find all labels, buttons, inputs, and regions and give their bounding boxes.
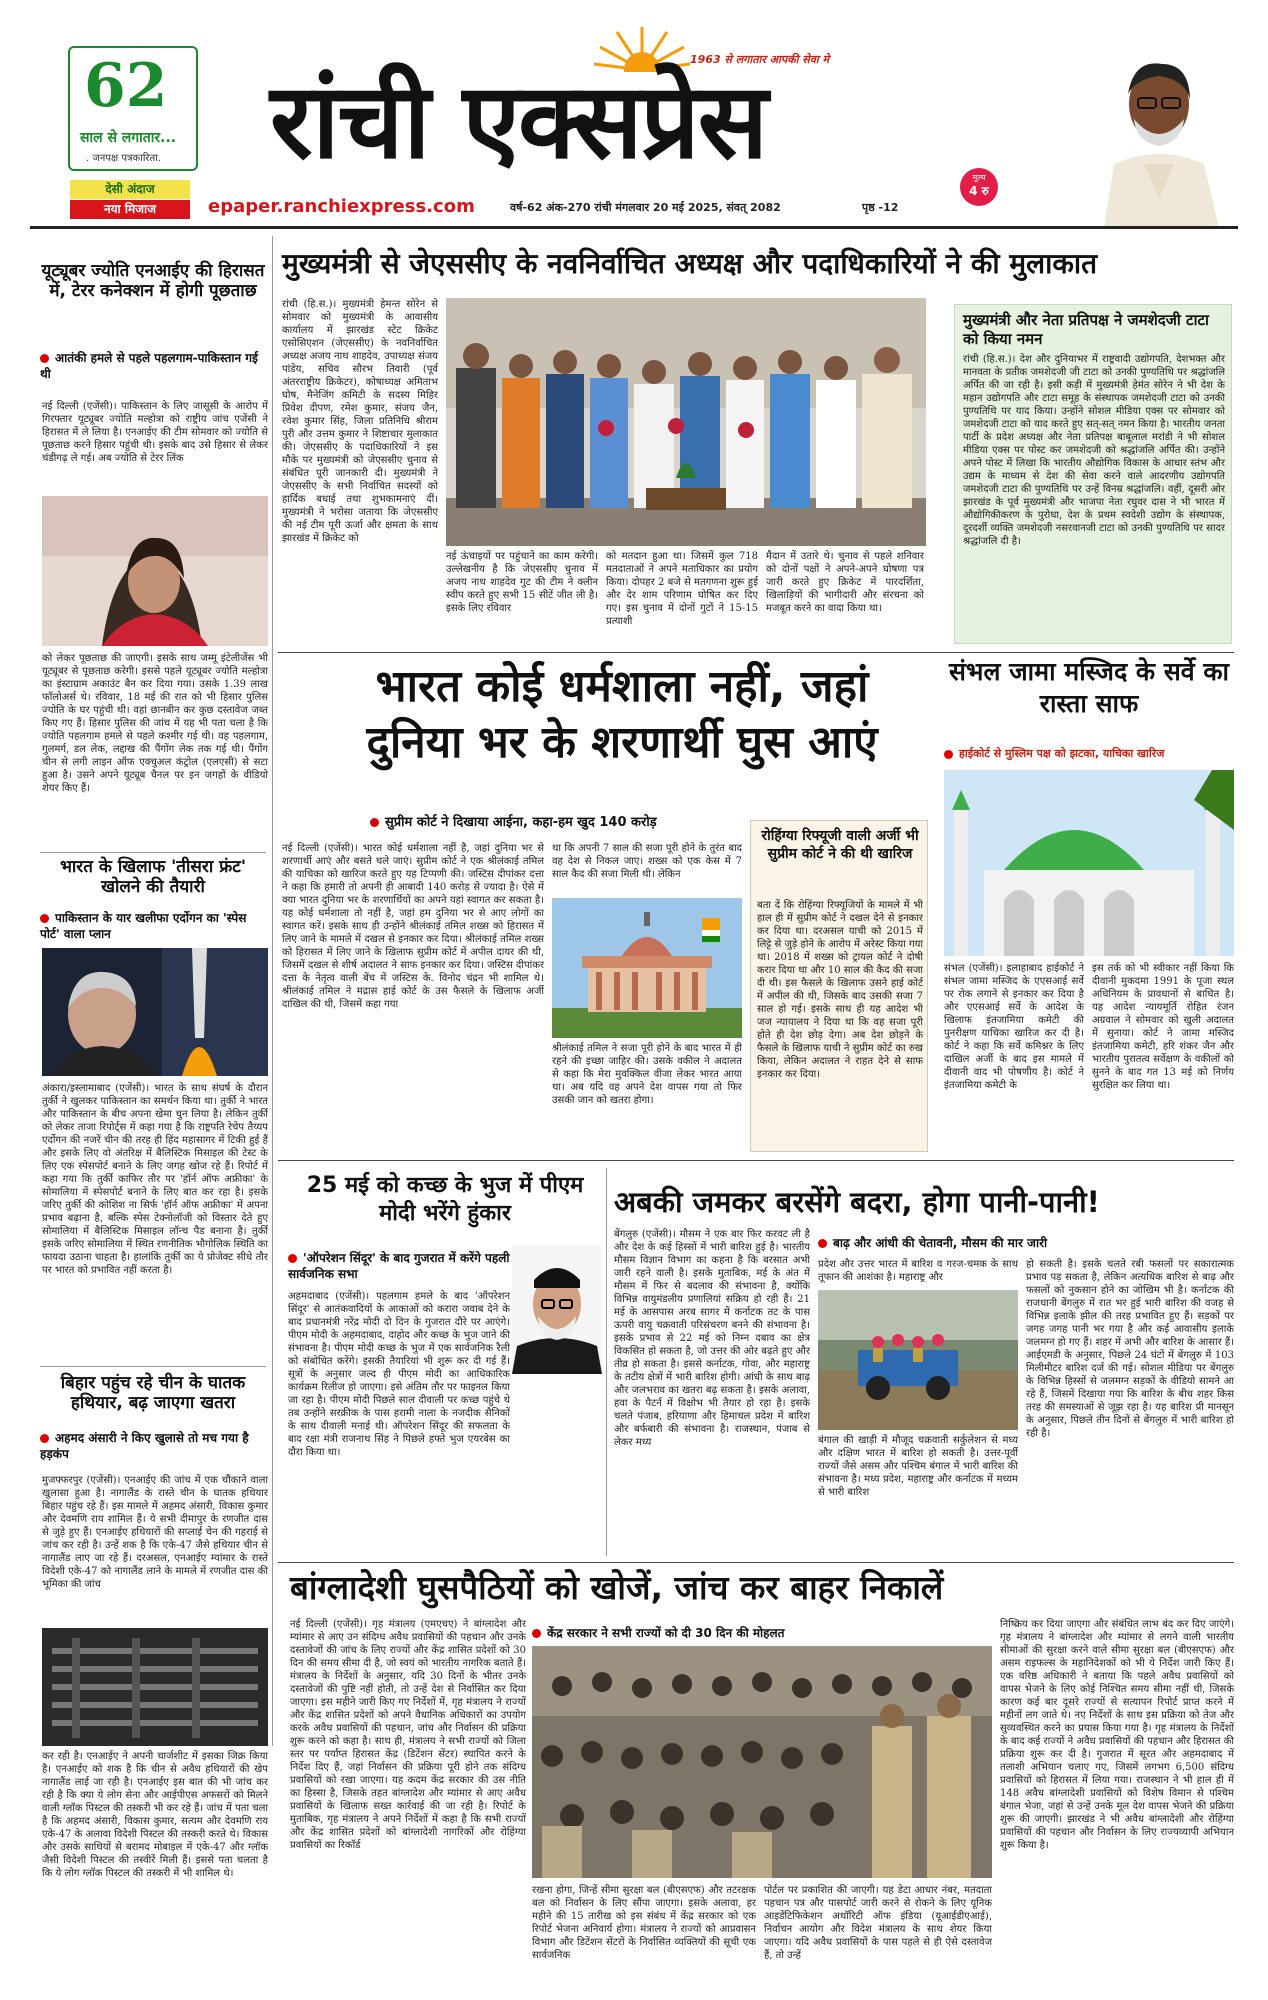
left-story1-headline: यूट्यूबर ज्योति एनआईए की हिरासत में, टेरर कनेक्शन में होगी पूछताछ <box>41 261 265 301</box>
left-story2-subhead-text: पाकिस्तान के यार खलीफा एर्दोगन का 'स्पेस पोर्ट' वाला प्लान <box>40 911 247 941</box>
divider <box>278 652 1234 653</box>
weather-headline: अबकी जमकर बरसेंगे बदरा, होगा पानी-पानी! <box>614 1185 1100 1219</box>
page-count: पृष्ठ -12 <box>862 201 899 214</box>
bangladesh-subhead <box>532 1624 992 1641</box>
top-story-body-bottom1: नई ऊंचाइयों पर पहुंचाने का काम करेगी। उल्लेखनीय है कि जेएससीए चुनाव में अजय नाथ शाहदेव गुट की टीम ने क्लीन स्वीप करते हुए सभी 15 सीटें जीत ली है। इसके लिए रविवार <box>446 551 598 614</box>
tagline: 1963 से लगातार आपकी सेवा मे <box>690 53 830 66</box>
supreme-court-photo <box>552 898 742 1038</box>
right-top-box <box>954 304 1232 644</box>
bangladesh-body2: रखना होगा, जिन्हें सीमा सुरक्षा बल (बीएसएफ) और तटरक्षक बल को निर्वासन के लिए सौंपा जाएगा। इसके अलावा, हर महीने की 15 तारीख को इस संबंध में केंद्र सरकार को एक रिपोर्ट भेजना अनिवार्य होगा। मंत्रालय ने राज्यों को आप्रवासन विभाग और डिटेंशन सेंटरों के निर्वासित व्यक्तियों की सूची एक सार्वजनिक <box>532 1885 756 1961</box>
modi-body: अहमदाबाद (एजेंसी)। पहलगाम हमले के बाद 'ऑपरेशन सिंदूर' से आतंकवादियों के आकाओं को करारा जवाब देने के बाद प्रधानमंत्री नरेंद्र मोदी दो दिन के गुजरात दौरे पर आएंगे। पीएम मोदी के अहमदाबाद, दाहोद और कच्छ के भुज जाने की संभावना है। पीएम मोदी कच्छ के भुज में एक सार्वजनिक रैली को संबोधित करेंगे। इसकी तैयारियां भी शुरू कर दी गई हैं। सूत्रों के अनुसार जल्द ही पीएम मोदी का आधिकारिक कार्यक्रम रिलीज हो जाएगा। इसे अंतिम तौर पर फाइनल किया जा रहा है। पीएम मोदी पिछले साल दीवाली पर कच्छ पहुंचे थे तब उन्होंने सरक्रीक के पास हरामी नाला के नजदीक सैनिकों के साथ दीवाली मनाई थी। ऑपरेशन सिंदूर की सफलता के बाद रक्षा मंत्री राजनाथ सिंह ने पिछले हफ्ते भुज एयरबेस का दौरा किया था। <box>288 1291 510 1458</box>
modi-photo <box>512 1246 602 1374</box>
rohingya-body: बता दें कि रोहिंग्या रिफ्यूजियों के मामले में भी हाल ही में सुप्रीम कोर्ट ने दखल देने से इनकार कर दिया था। दरअसल याची को 2015 में लिट्टे से जुड़े होने के आरोप में अरेस्ट किया गया था। 2018 में शख्स को ट्रायल कोर्ट ने दोषी करार दिया था और 10 साल की कैद की सजा दी थी। इस फैसले के खिलाफ उसने हाई कोर्ट में अपील की थी, जिसके बाद उसकी सजा 7 साल हो गई। इसके साथ ही यह आदेश भी जज न्यायालय ने दिया था कि वह सजा पूरी होते ही देश छोड़ देगा। अब देश छोड़ने के फैसले के खिलाफ याची ने सुप्रीम कोर्ट का रुख किया, लेकिन अदालत ने राहत देने से साफ इनकार कर दिया। <box>757 900 923 1080</box>
left-story1-subhead <box>40 350 266 382</box>
bangladesh-headline: बांग्लादेशी घुसपैठियों को खोजें, जांच कर बाहर निकालें <box>290 1568 944 1607</box>
main-body2-top: था कि अपनी 7 साल की सजा पूरी होने के तुरंत बाद वह देश से निकल जाए। शख्स को एक केस में 7 साल कैद की सजा मिली थी। लेकिन <box>552 843 742 880</box>
main-body1: नई दिल्ली (एजेंसी)। भारत कोई धर्मशाला नहीं है, जहां दुनिया भर से शरणार्थी आएं और बसते चले जाएं। सुप्रीम कोर्ट ने एक श्रीलंकाई तमिल की याचिका को खारिज करते हुए यह टिप्पणी की। जस्टिस दीपांकर दत्ता ने कहा कि हमारी तो अपनी ही आबादी 140 करोड़ से ज्यादा है। ऐसे में क्या भारत दुनिया भर के शरणार्थियों का अपने यहां स्वागत कर सकता है। यह कोई धर्मशाला तो नहीं है, जहां हम दुनिया भर से आए लोगों का स्वागत करें। इसके साथ ही उन्होंने श्रीलंकाई तमिल शख्स को हिरासत में लिए जाने के मामले में दखल से इनकार कर दिया। श्रीलंकाई तमिल शख्स को हिरासत में लिए जाने के खिलाफ सुप्रीम कोर्ट में अपील दायर की थी, जिसमें दखल से शीर्ष अदालत ने साफ इनकार कर दिया। जस्टिस दीपांकर दत्ता के नेतृत्व वाली बेंच में जस्टिस के. विनोद चंद्रन भी शामिल थे। श्रीलंकाई तमिल ने मद्रास हाई कोर्ट के उस फैसले के खिलाफ अर्जी दाखिल की थी, जिसमें कहा गया <box>282 843 544 1010</box>
left-story3-headline: बिहार पहुंच रहे चीन के घातक हथियार, बढ़ जाएगा खतरा <box>60 1373 246 1413</box>
bangladesh-body3: पोर्टल पर प्रकाशित की जाएगी। यह डेटा आधार नंबर, मतदाता पहचान पत्र और पासपोर्ट जारी करने से रोकने के लिए यूनिक आइडेंटिफिकेशन अथॉरिटी ऑफ इंडिया (यूआईडीएआई), निर्वाचन आयोग और विदेश मंत्रालय के साथ शेयर किया जाएगा। यदि अवैध प्रवासियों के पास पहले से ही ऐसे दस्तावेज हैं, तो उन्हें <box>764 1885 992 1961</box>
modi-headline: 25 मई को कच्छ के भुज में पीएम मोदी भरेंगे हुंकार <box>306 1173 584 1226</box>
divider <box>40 1366 266 1367</box>
left-story3-subhead <box>40 1430 266 1462</box>
price-label: मूल्य <box>972 173 986 182</box>
top-story-body-left: रांची (हि.स.)। मुख्यमंत्री हेमन्त सोरेन से सोमवार को मुख्यमंत्री के आवासीय कार्यालय में झारखंड स्टेट क्रिकेट एसोसिएशन (जेएससीए) के नवनिर्वाचित अध्यक्ष अजय नाथ शाहदेव, उपाध्यक्ष संजय पांडेय, सचिव सौरभ तिवारी (पूर्व अंतरराष्ट्रीय क्रिकेटर), कोषाध्यक्ष अमिताभ घोष, मैनेजिंग कमिटी के सदस्य मिहिर प्रिवेश दीपण, रमेश कुमार, संजय जैन, रवेश कुमार सिंह, जिला प्रतिनिधि श्रीराम पुरी और उत्तम कुमार ने शिष्टाचार मुलाकात की। जेएससीए के पदाधिकारियों ने इस मौके पर मुख्यमंत्री को जेएससीए चुनाव से संबंधित पूरी जानकारी दी। मुख्यमंत्री ने जेएससीए के सभी निर्वाचित सदस्यों को हार्दिक बधाई तथा शुभकामनाएं दीं। मुख्यमंत्री ने भरोसा जताया कि जेएससीए की नई टीम पूरी ऊर्जा और क्षमता के साथ झारखंड में क्रिकेट को <box>282 299 438 544</box>
cm-photo <box>1084 24 1234 228</box>
mosque-photo <box>944 770 1234 956</box>
bullet-icon <box>370 818 379 827</box>
divider <box>606 1168 607 1556</box>
years-number: 62 <box>84 51 168 121</box>
weather-body2: प्रदेश और उत्तर भारत में बारिश व गरज-चमक के साथ तूफान की आशंका है। महाराष्ट्र और <box>818 1259 1018 1283</box>
divider <box>278 1562 1234 1563</box>
right-top-headline: मुख्यमंत्री और नेता प्रतिपक्ष ने जमशेदजी टाटा को किया नमन <box>963 311 1209 348</box>
bangladesh-subhead-text: केंद्र सरकार ने सभी राज्यों को दी 30 दिन की मोहलत <box>547 1626 785 1640</box>
left-story3-subhead-text: अहमद अंसारी ने किए खुलासे तो मच गया है हड़कंप <box>40 1431 249 1461</box>
jyoti-photo <box>42 496 268 646</box>
main-headline-line2: दुनिया भर के शरणार्थी घुस आएं <box>366 717 878 768</box>
divider <box>278 1160 1234 1161</box>
left-story3-body1: मुजफ्फरपुर (एजेंसी)। एनआईए की जांच में एक चौंकाने वाला खुलासा हुआ है। नागालैंड के रास्ते चीन के घातक हथियार बिहार पहुंच रहे हैं। इस मामले में अहमद अंसारी, विकास कुमार और देवमणि राय शामिल हैं। ये सभी दीमापुर के रणजीत दास से जुड़े हुए हैं। एनआईए हथियारों की सप्लाई चेन की गहराई से जांच कर रही है। उन्हें शक है कि एके-47 जैसे हथियार चीन से नागालैंड लाए जा रहे हैं। दरअसल, एनआईए म्यांमार के रास्ते विदेशी एके-47 को नागालैंड लाने के मामले में रणजीत दास की भूमिका की जांच <box>42 1475 268 1590</box>
weapons-photo <box>42 1628 268 1746</box>
sambhal-subhead-text: हाईकोर्ट से मुस्लिम पक्ष को झटका, याचिका खारिज <box>959 747 1165 760</box>
main-subhead-text: सुप्रीम कोर्ट ने दिखाया आईना, कहा-हम खुद 140 करोड़ <box>385 815 657 830</box>
left-story1-body2: को लेकर पूछताछ की जाएगी। इसके साथ जम्मू इंटेलीजेंस भी यूट्यूबर से पूछताछ करेगी। इससे पहले यूट्यूबर ज्योति मल्होत्रा का इंस्टाग्राम अकाउंट बैन कर दिया गया। उसके 1.39 लाख फॉलोअर्स थे। रविवार, 18 मई की रात को भी हिसार पुलिस ज्योति के घर पहुंची थी। वहां छानबीन कर कुछ दस्तावेज जब्त किए गए हैं। हिसार पुलिस की जांच में यह भी पता चला है कि ज्योति पहलगाम हमले से पहले कश्मीर गई थी। वह पहलगाम, गुलमर्ग, डल लेक, लद्दाख की पैंगोंग लेक तक गई थी। पैंगोंग चीन से लगी लाइन ऑफ एक्चुअल कंट्रोल (एलएसी) से सटा हुआ है। उसने अपने यूट्यूब चैनल पर इन जगहों के वीडियो शेयर किए हैं। <box>42 653 268 794</box>
weather-subhead <box>818 1234 1228 1251</box>
masthead-rule <box>30 226 1238 229</box>
bullet-icon <box>40 354 49 363</box>
sambhal-headline: संभल जामा मस्जिद के सर्वे का रास्ता साफ <box>948 657 1230 718</box>
years-badge <box>68 46 198 171</box>
price-value: 4 रु <box>969 184 989 198</box>
rohingya-box <box>750 820 928 1152</box>
sambhal-body2: इस तर्क को भी स्वीकार नहीं किया कि दीवानी मुकदमा 1991 के पूजा स्थल अधिनियम के प्रावधानों से बाधित है। यह आदेश न्यायमूर्ति रोहित रंजन अग्रवाल ने सोमवार को खुली अदालत में सुनाया। कोर्ट ने जामा मस्जिद इंतजामिया कमेटी, हरि शंकर जैन और भारतीय पुरातत्व सर्वेक्षण के वकीलों को सुनने के बाद गत 13 मई को निर्णय सुरक्षित कर लिया था। <box>1092 963 1234 1091</box>
modi-subhead <box>288 1250 510 1282</box>
main-headline-line1: भारत कोई धर्मशाला नहीं, जहां <box>375 661 869 712</box>
left-story2-headline: भारत के खिलाफ 'तीसरा फ्रंट' खोलने की तैयारी <box>59 857 247 897</box>
tag-naya: नया मिजाज <box>70 200 190 219</box>
left-column-divider <box>272 236 273 1746</box>
rohingya-headline: रोहिंग्या रिफ्यूजी वाली अर्जी भी सुप्रीम कोर्ट ने की थी खारिज <box>761 828 919 862</box>
bullet-icon <box>818 1239 827 1248</box>
right-top-body: रांची (हि.स.)। देश और दुनियाभर में राष्ट्रवादी उद्योगपति, देशभक्त और मानवता के प्रतीक जमशेदजी जी टाटा को उनकी पुण्यतिथि पर श्रद्धांजलि अर्पित की जा रही है। इसी कड़ी में मुख्यमंत्री हेमंत सोरेन ने भी देश के महान उद्योगपति और टाटा समूह के संस्थापक जमशेदजी टाटा को उनकी पुण्यतिथि पर याद किया। उन्होंने सोशल मीडिया एक्स पर सोमवार को जमशेदजी टाटा को याद करते हुए सत्-सत् नमन किया है। भारतीय जनता पार्टी के प्रदेश अध्यक्ष और नेता प्रतिपक्ष बाबूलाल मरांडी ने भी सोशल मीडिया एक्स पर पोस्ट कर जमशेदजी को श्रद्धांजलि अर्पित की। उन्होंने अपने पोस्ट में लिखा कि भारतीय औद्योगिक विकास के आधार स्तंभ और उद्यम के माध्यम से देश की सेवा करने वाले आदरणीय उद्योगपति जमशेदजी टाटा की पुण्यतिथि पर उन्हें विनम्र श्रद्धांजलि। वहीं, दूसरी ओर झारखंड के पूर्व मुख्यमंत्री और भाजपा नेता रघुवर दास ने भी भारत में औद्योगिकीकरण के पुरोधा, देश के प्रथम स्वदेशी उद्योग के संस्थापक, दूरदर्शी व्यक्ति जमशेदजी नसरवानजी टाटा को उनकी पुण्यतिथि पर सादर श्रद्धांजलि दी है। <box>963 354 1225 547</box>
top-story-body-bottom3: मैदान में उतारे थे। चुनाव से पहले शनिवार को दोनों पक्षों ने अपने-अपने घोषणा पत्र जारी करते हुए क्रिकेट में पारदर्शिता, खिलाड़ियों की भागीदारी और संरचना को मजबूत करने का वादा किया था। <box>766 551 924 614</box>
website-link[interactable]: epaper.ranchiexpress.com <box>208 196 475 217</box>
issue-info: वर्ष-62 अंक-270 रांची मंगलवार 20 मई 2025, संवत् 2082 <box>510 201 781 214</box>
weather-body1: बेंगलुरु (एजेंसी)। मौसम ने एक बार फिर करवट ली है और देश के कई हिस्सों में भारी बारिश हुई है। भारतीय मौसम विज्ञान विभाग का कहना है कि बरसात अभी जारी रहने वाली है। इसके मुताबिक, मई के अंत में मौसम में फिर से बदलाव की संभावना है, क्योंकि विभिन्न वायुमंडलीय प्रणालियां सक्रिय हो रही हैं। 21 मई के आसपास अरब सागर में कर्नाटक तट के पास ऊपरी वायु चक्रवाती परिसंचरण बनने की संभावना है। इसके प्रभाव से 22 मई को निम्न दबाव का क्षेत्र विकसित हो सकता है, जो उत्तर की ओर बढ़ते हुए और तीव्र हो सकता है। इससे कर्नाटक, गोवा, और महाराष्ट्र के तटीय क्षेत्रों में भारी बारिश होगी। आंधी के साथ बाढ़ और जलभराव का खतरा बढ़ सकता है। इसके अलावा, हवा के पैटर्न में विक्षोभ भी तैयार हो रहा है। इसके चलते पंजाब, हरियाणा और हिमाचल प्रदेश में बारिश और बर्फबारी की संभावना है। राजस्थान, पंजाब से लेकर मध्य <box>614 1229 810 1448</box>
bullet-icon <box>40 1434 49 1443</box>
bangladesh-body4: निष्क्रिय कर दिया जाएगा और संबंधित लाभ बंद कर दिए जाएंगे। गृह मंत्रालय ने बांग्लादेश और म्यांमार से लगने वाली भारतीय सीमाओं की सुरक्षा करने वाले सीमा सुरक्षा बल (बीएसएफ) और असम राइफल्स के महानिदेशकों को भी ये निर्देश जारी किए हैं। एक वरिष्ठ अधिकारी ने बताया कि पहले अवैध प्रवासियों को वापस भेजने के लिए कोई निश्चित समय सीमा नहीं थी, जिसके कारण कई बार दूसरे राज्यों से सत्यापन रिपोर्ट प्राप्त करने में महीनों लग जाते थे। नए निर्देशों के साथ इस प्रक्रिया को तेज और सुव्यवस्थित करने का प्रयास किया गया है। गृह मंत्रालय के निर्देशों के बाद कई राज्यों ने अवैध प्रवासियों की पहचान और हिरासत की प्रक्रिया शुरू कर दी है। गुजरात में सूरत और अहमदाबाद में तलाशी अभियान चलाए गए, जिसमें लगभग 6,500 संदिग्ध प्रवासियों को हिरासत में लिया गया। राजस्थान ने भी हाल ही में 148 अवैध बांग्लादेशी प्रवासियों को विशेष विमान से पश्चिम बंगाल भेजा, जहां से उन्हें उनके मूल देश वापस भेजने की प्रक्रिया शुरू की जाएगी। झारखंड ने भी अवैध बांग्लादेशी और रोहिंग्या प्रवासियों की पहचान और निर्वासन के लिए राज्यव्यापी अभियान शुरू किया है। <box>1000 1619 1234 1851</box>
main-body2-bottom: श्रीलंकाई तमिल ने सजा पूरी होने के बाद भारत में ही रहने की इच्छा जाहिर की। उसके वकील ने अदालत से कहा कि मेरा मुवक्किल वीजा लेकर भारत आया था। अब यदि वह अपने देश वापस गया तो फिर उसकी जान को खतरा होगा। <box>552 1043 742 1106</box>
top-story-body-bottom2: को मतदान हुआ था। जिसमें कुल 718 मतदाताओं ने अपने मताधिकार का प्रयोग किया। दोपहर 2 बजे से मतगणना शुरू हुई और देर शाम परिणाम घोषित कर दिए गए। इस चुनाव में दोनों गुटों ने 15-15 प्रत्याशी <box>606 551 758 627</box>
newspaper-title: रांची एक्सप्रेस <box>270 60 767 182</box>
left-story3-body2: कर रही है। एनआईए ने अपनी चार्जशीट में इसका जिक्र किया है। एनआईए को शक है कि चीन से अवैध हथियारों की खेप नागालैंड लाई जा रही है। एनआईए इस बात की भी जांच कर रही है कि क्या ये लोग सेना और आईपीएस अफसरों को मिलने वाली ग्लॉक पिस्टल की तस्करी भी कर रहे हैं। जांच में पता चला है कि अहमद अंसारी, विकास कुमार, सत्यम और देवमणि राय एके-47 के अलावा विदेशी पिस्टल की तस्करी करते थे। विकास और उसके साथियों से बरामद मोबाइल में एके-47 और ग्लॉक जैसी विदेशी पिस्टल की तस्वीरें मिली हैं। इससे पता चलता है कि ये लोग ग्लॉक पिस्टल की तस्करी में भी शामिल थे। <box>42 1751 268 1879</box>
left-story1-body1: नई दिल्ली (एजेंसी)। पाकिस्तान के लिए जासूसी के आरोप में गिरफ्तार यूट्यूबर ज्योति मल्होत्रा को राष्ट्रीय जांच एजेंसी ने हिरासत में ले लिया है। एनआईए की टीम सोमवार को ज्योति से पूछताछ करने हिसार पहुंची थी। इसके बाद उसे हिसार से लेकर चंडीगढ़ ले गई। अब ज्योति से टेरर लिंक <box>42 401 268 464</box>
bullet-icon <box>40 914 49 923</box>
left-story2-body: अंकारा/इस्लामाबाद (एजेंसी)। भारत के साथ संघर्ष के दौरान तुर्की ने खुलकर पाकिस्तान का समर्थन किया था। तुर्की ने भारत और पाकिस्तान के बीच अपना खेमा चुन लिया है। लेकिन तुर्की को लेकर ताजा रिपोर्ट्स में कहा गया है कि राष्ट्रपति रेचेप तैय्यप एर्दोगन की नजरें चीन की तरह ही हिंद महासागर में टिकी हुई हैं और इसके लिए वो अंतरिक्ष में बैलिस्टिक मिसाइल की टेस्ट के लिए एक स्पेसपोर्ट बनाने के लिए जगह खोज रहे हैं। रिपोर्ट में कहा गया कि तुर्की काफिर तौर पर 'हॉर्न ऑफ अफ्रीका' के सोमालिया में स्पेसपोर्ट बनाने के लिए बात कर रहा है। इसके जरिए तुर्की की कोशिश ना सिर्फ 'हॉर्न ऑफ अफ्रीका' में अपना प्रभाव बढ़ाना है, बल्कि स्पेस टेक्नोलॉजी को विस्तार देते हुए सोमालिया में बैलिस्टिक मिसाइल लॉन्च पैड बनाना है। तुर्की इसके जरिए सोमालिया में स्थित रणनीतिक भौगोलिक स्थिति का फायदा उठाना चाहता है। हालांकि तुर्की का ये प्रोजेक्ट सीधे तौर पर भारत को प्रभावित नहीं करता है। <box>42 1083 268 1276</box>
jsca-photo <box>446 298 926 546</box>
weather-body3: बंगाल की खाड़ी में मौजूद चक्रवाती सर्कुलेशन से मध्य और दक्षिण भारत में बारिश हो सकती है। उत्तर-पूर्वी राज्यों जैसे असम और पश्चिम बंगाल में भारी बारिश की संभावना है। मध्य प्रदेश, महाराष्ट्र और कर्नाटक में मध्यम से भारी बारिश <box>818 1435 1018 1498</box>
bullet-icon <box>288 1254 297 1263</box>
weather-subhead-text: बाढ़ और आंधी की चेतावनी, मौसम की मार जारी <box>833 1236 1048 1250</box>
masthead <box>0 0 1268 232</box>
erdogan-photo <box>42 948 268 1076</box>
left-story2-subhead <box>40 910 266 942</box>
flood-photo <box>818 1290 1018 1430</box>
left-story1-subhead-text: आतंकी हमले से पहले पहलगाम-पाकिस्तान गई थी <box>40 351 258 381</box>
bangladesh-body1: नई दिल्ली (एजेंसी)। गृह मंत्रालय (एमएचए) ने बांग्लादेश और म्यांमार से आए उन संदिग्ध अवैध प्रवासियों की पहचान और उनके दस्तावेजों की जांच के लिए राज्यों और केंद्र शासित प्रदेशों को 30 दिन की समय सीमा दी है, जो स्वयं को भारतीय नागरिक बताते हैं। मंत्रालय के निर्देशों के अनुसार, यदि 30 दिनों के भीतर उनके दस्तावेजों की पुष्टि नहीं होती, तो उन्हें देश से निर्वासित कर दिया जाएगा। इस महीने जारी किए गए निर्देशों में, गृह मंत्रालय ने राज्यों और केंद्र शासित प्रदेशों को अपने वैधानिक अधिकारों का उपयोग करके अवैध प्रवासियों की पहचान, जांच और निर्वासन की प्रक्रिया शुरू करने को कहा है। साथ ही, मंत्रालय ने सभी राज्यों को जिला स्तर पर पर्याप्त हिरासत केंद्र (डिटेंशन सेंटर) स्थापित करने के निर्देश दिए हैं, जहां निर्वासन की प्रक्रिया पूरी होने तक संदिग्ध प्रवासियों को रखा जाएगा। यह कदम केंद्र सरकार की उस नीति का हिस्सा है, जिसके तहत बांग्लादेश और म्यांमार से आए अवैध प्रवासियों के खिलाफ सख्त कार्रवाई की जा रही है। रिपोर्ट के मुताबिक, गृह मंत्रालय ने अपने निर्देशों में कहा है कि सभी राज्यों और केंद्र शासित प्रदेशों को बांग्लादेशी नागरिकों और रोहिंग्या प्रवासियों का रिकॉर्ड <box>290 1619 526 1851</box>
divider <box>40 852 266 853</box>
tag-desi: देसी अंदाज <box>70 180 190 199</box>
detainees-photo <box>532 1646 992 1878</box>
top-story-headline: मुख्यमंत्री से जेएससीए के नवनिर्वाचित अध्यक्ष और पदाधिकारियों ने की मुलाकात <box>282 247 1098 280</box>
modi-subhead-text: 'ऑपरेशन सिंदूर' के बाद गुजरात में करेंगे पहली सार्वजनिक सभा <box>288 1251 510 1281</box>
bullet-icon <box>944 750 953 759</box>
bullet-icon <box>532 1629 541 1638</box>
years-subtext: . जनपक्ष पत्रकारिता. <box>86 153 161 164</box>
price-badge <box>960 168 998 206</box>
years-text: साल से लगातार... <box>80 130 177 146</box>
sambhal-body1: संभल (एजेंसी)। इलाहाबाद हाईकोर्ट ने संभल जामा मस्जिद के एएसआई सर्वे पर रोक लगाने से इनकार कर दिया है और एएसआई सर्वे के आदेश के खिलाफ इंतजामिया कमेटी की पुनरीक्षण याचिका खारिज कर दी है। कोर्ट ने कहा कि सर्वे कमिश्नर के लिए दाखिल अर्जी के बाद इस मामले में दीवानी वाद भी पोषणीय है। कोर्ट ने इंतजामिया कमेटी के <box>944 963 1084 1091</box>
sambhal-subhead <box>944 746 1234 761</box>
weather-body4: हो सकती है। इसके चलते रबी फसलों पर सकारात्मक प्रभाव पड़ सकता है, लेकिन अत्यधिक बारिश से बाढ़ और फसलों को नुकसान होने का जोखिम भी है। कर्नाटक की राजधानी बेंगलुरु में रात भर हुई भारी बारिश की वजह से विभिन्न इलाके झील की तरह प्रभावित हुए हैं। सड़कों पर जगह जगह पानी भर गया है और कई आवासीय इलाके जलमग्न हो गए हैं। शहर में अभी और बारिश के आसार हैं। आईएमडी के अनुसार, पिछले 24 घंटों में बेंगलुरु में 103 मिलीमीटर बारिश दर्ज की गई। सोशल मीडिया पर बेंगलुरु के विभिन्न हिस्सों से जलमग्न सड़कों के वीडियो सामने आ रहे हैं, जिसमें दिखाया गया कि बारिश के बीच शहर किस तरह की समस्याओं से जूझ रहा है। यह बारिश प्री मानसून के अनुसार, पिछले तीन दिनों से बेंगलुरु में भारी बारिश हो रही है। <box>1026 1259 1234 1439</box>
